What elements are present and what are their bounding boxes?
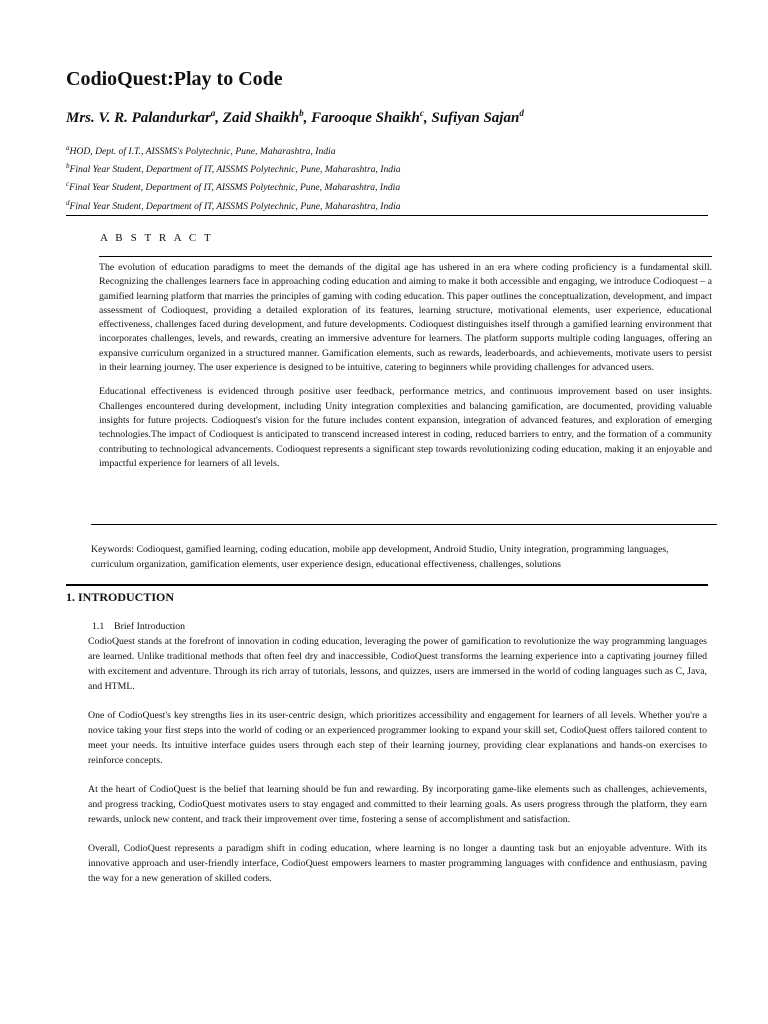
- affiliation: $^c$Final Year Student, Department of IT, AISSMS Polytechnic, Pune, Maharashtra, India: [66, 180, 401, 194]
- paper-title: CodioQuest:Play to Code: [66, 68, 283, 90]
- body-paragraph: One of CodioQuest's key strengths lies in its user-centric design, which prioritizes accessibility and engagement for learners of all levels. Whether you're a novice taking your first steps into the world of coding or an experienced programmer looking to expand your skill set, CodioQuest offers tailored content to meet your needs. Its intuitive interface guides users through each step of their learning journey, providing clear explanations and hands-on exercises to reinforce concepts.: [88, 710, 707, 766]
- abstract-paragraph: Educational effectiveness is evidenced through positive user feedback, performance metrics, and continuous improvement based on user insights. Challenges encountered during development, including Unity integration complexities and balancing gamification, are documented, providing valuable insights for future projects. Codioquest's vision for the future includes content expansion, integration of advanced features, and exploration of emerging technologies.The impact of Codioquest is anticipated to transcend increased interest in coding, reduced barriers to entry, and the formation of a community contributing to technological advancements. Codioquest represents a significant step towards revolutionizing coding education, making it an enjoyable and impactful experience for learners of all levels.: [99, 386, 712, 469]
- abstract-top-divider: [99, 256, 712, 257]
- section-heading-introduction: 1. INTRODUCTION: [66, 590, 175, 604]
- author: Farooque Shaikh$^c$,: [311, 108, 432, 126]
- author: Zaid Shaikh$^b$,: [222, 108, 312, 126]
- abstract-body: [99, 261, 712, 481]
- affiliation: $^b$Final Year Student, Department of IT, AISSMS Polytechnic, Pune, Maharashtra, India: [66, 162, 401, 176]
- keywords: Keywords: Codioquest, gamified learning, coding education, mobile app development, Android Studio, Unity integration, programming languages, curriculum organization, gamification elements, user experience design, educational effectiveness, challenges, solutions: [91, 544, 669, 570]
- subsection-heading: 1.1 Brief Introduction: [92, 621, 186, 632]
- affiliation-list: [66, 141, 401, 214]
- section-divider: [66, 584, 708, 586]
- introduction-body: [88, 634, 707, 900]
- abstract-bottom-divider: [91, 524, 717, 525]
- author: Sufiyan Sajan$^d$: [431, 108, 524, 126]
- author-list: [66, 108, 524, 127]
- author: Mrs. V. R. Palandurkar$^a$,: [66, 108, 223, 126]
- body-paragraph: Overall, CodioQuest represents a paradigm shift in coding education, where learning is no longer a daunting task but an enjoyable adventure. With its innovative approach and user-friendly interface, CodioQuest empowers learners to master programming languages with confidence and enthusiasm, paving the way for a new generation of skilled coders.: [88, 843, 707, 884]
- abstract-paragraph: The evolution of education paradigms to meet the demands of the digital age has ushered in an era where coding proficiency is a fundamental skill. Recognizing the challenges learners face in approaching coding education and aiming to make it both accessible and engaging, we introduce Codioquest – a gamified learning platform that marries the principles of gaming with coding education. This paper outlines the conceptualization, development, and impact assessment of Codioquest, providing a detailed exploration of its features, learning structure, motivational elements, user experience, educational effectiveness, challenges faced during development, and future developments. Codioquest distinguishes itself through a gamified learning environment that incorporates challenges, levels, and rewards, creating an immersive adventure for learners. The platform supports multiple coding languages, offering an expansive curriculum organized in a structured manner. Gamification elements, such as rewards, leaderboards, and achievements, motivate users to persist in their learning journey. The user experience is designed to be intuitive, catering to beginners while providing challenges for advanced users.: [99, 262, 712, 374]
- affiliation: $^d$Final Year Student, Department of IT, AISSMS Polytechnic, Pune, Maharashtra, India: [66, 198, 401, 212]
- affiliation: $^a$HOD, Dept. of I.T., AISSMS's Polytechnic, Pune, Maharashtra, India: [66, 144, 336, 158]
- header-divider: [66, 215, 708, 216]
- body-paragraph: CodioQuest stands at the forefront of innovation in coding education, leveraging the power of gamification to revolutionize the way programming languages are learned. Unlike traditional methods that often feel dry and inaccessible, CodioQuest transforms the learning experience into a captivating journey filled with excitement and adventure. Through its rich array of tutorials, lessons, and quizzes, users are immersed in the world of coding languages such as C, Java, and HTML.: [88, 636, 707, 692]
- body-paragraph: At the heart of CodioQuest is the belief that learning should be fun and rewarding. By incorporating game-like elements such as challenges, achievements, and progress tracking, CodioQuest motivates users to stay engaged and committed to their learning goals. As users progress through the platform, they earn rewards, unlock new content, and track their improvement over time, fostering a sense of accomplishment and satisfaction.: [88, 784, 707, 825]
- abstract-heading: A B S T R A C T: [100, 232, 214, 244]
